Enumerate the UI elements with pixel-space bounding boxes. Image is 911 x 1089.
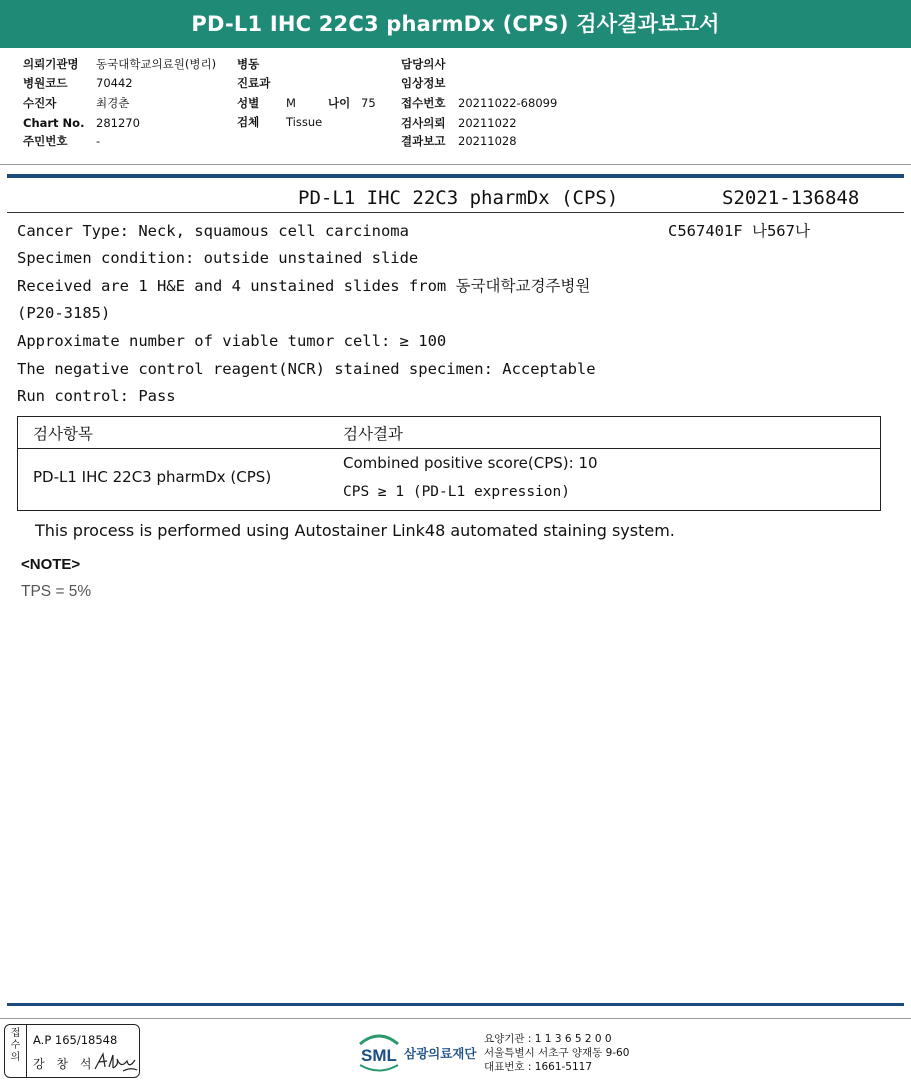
- line-viable-tumor: Approximate number of viable tumor cell: ≥ 100: [17, 332, 447, 350]
- label-patient: 수진자: [23, 96, 57, 110]
- sml-logo: [356, 1030, 480, 1072]
- value-request-date: 20211022: [458, 116, 517, 130]
- label-resident-no: 주민번호: [23, 134, 68, 148]
- note-tps: TPS = 5%: [21, 583, 92, 600]
- table-header-divider: [18, 448, 880, 449]
- specimen-code: C567401F 나567나: [668, 222, 810, 240]
- value-specimen: Tissue: [286, 115, 323, 129]
- line-ncr: The negative control reagent(NCR) stained specimen: Acceptable: [17, 360, 596, 378]
- value-age: 75: [361, 96, 376, 110]
- label-report-date: 결과보고: [401, 134, 446, 148]
- value-institution: 동국대학교의료원(병리): [96, 57, 217, 71]
- result-table: [17, 416, 881, 511]
- label-ward: 병동: [237, 57, 260, 71]
- label-department: 진료과: [237, 76, 271, 90]
- test-name-heading: PD-L1 IHC 22C3 pharmDx (CPS): [298, 187, 619, 209]
- table-cps-interpretation: CPS ≥ 1 (PD-L1 expression): [343, 484, 570, 500]
- handwritten-signature: [93, 1051, 139, 1073]
- footer-divider: [0, 1018, 911, 1019]
- specimen-number: S2021-136848: [722, 187, 860, 209]
- label-sex: 성별: [237, 96, 260, 110]
- header-divider: [0, 164, 911, 165]
- logo-org-name: 삼광의료재단: [404, 1046, 477, 1061]
- signature-name: 강 창 석: [33, 1057, 96, 1071]
- sig-role-char-3: 의: [10, 1052, 21, 1063]
- footer-address: 서울특별시 서초구 양재동 9-60: [484, 1047, 630, 1059]
- label-accession-no: 접수번호: [401, 96, 446, 110]
- table-cps-score: Combined positive score(CPS): 10: [343, 454, 598, 472]
- value-patient: 최경춘: [96, 96, 130, 110]
- report-top-rule: [7, 174, 904, 178]
- col-header-item: 검사항목: [33, 425, 93, 443]
- label-request-date: 검사의뢰: [401, 116, 446, 130]
- process-statement: This process is performed using Autostainer Link48 automated staining system.: [35, 521, 675, 540]
- line-received: Received are 1 H&E and 4 unstained slides from 동국대학교경주병원: [17, 277, 591, 295]
- line-cancer-type: Cancer Type: Neck, squamous cell carcinoma: [17, 222, 409, 240]
- line-run-control: Run control: Pass: [17, 387, 176, 405]
- label-clinical-info: 임상정보: [401, 76, 446, 90]
- label-specimen: 검체: [237, 115, 260, 129]
- label-institution: 의뢰기관명: [23, 57, 79, 71]
- report-title: PD-L1 IHC 22C3 pharmDx (CPS) 검사결과보고서: [0, 0, 911, 48]
- value-sex: M: [286, 96, 296, 110]
- value-accession-no: 20211022-68099: [458, 96, 558, 110]
- value-hospital-code: 70442: [96, 76, 133, 90]
- sml-logo-mark-icon: [356, 1030, 402, 1072]
- line-reference-no: (P20-3185): [17, 304, 111, 322]
- value-chart-no: 281270: [96, 116, 140, 130]
- sig-role-char-1: 접: [10, 1028, 21, 1039]
- label-chart-no: Chart No.: [23, 116, 85, 130]
- table-test-item: PD-L1 IHC 22C3 pharmDx (CPS): [33, 468, 272, 486]
- label-age: 나이: [328, 96, 351, 110]
- label-doctor: 담당의사: [401, 57, 446, 71]
- signature-license: A.P 165/18548: [33, 1033, 118, 1047]
- signature-box: [4, 1024, 140, 1078]
- footer-provider-no: 요양기관 : 1 1 3 6 5 2 0 0: [484, 1033, 612, 1045]
- value-resident-no: -: [96, 134, 101, 148]
- value-report-date: 20211028: [458, 134, 517, 148]
- footer-phone: 대표번호 : 1661-5117: [484, 1061, 593, 1073]
- note-heading: <NOTE>: [21, 556, 81, 573]
- line-specimen-condition: Specimen condition: outside unstained slide: [17, 249, 419, 267]
- signature-role-label: [5, 1025, 27, 1077]
- label-hospital-code: 병원코드: [23, 76, 68, 90]
- col-header-result: 검사결과: [343, 425, 403, 443]
- report-subheader-rule: [7, 212, 904, 213]
- sig-role-char-2: 수: [10, 1040, 21, 1051]
- footer-top-rule: [7, 1003, 904, 1006]
- logo-mark-text: SML: [361, 1046, 397, 1065]
